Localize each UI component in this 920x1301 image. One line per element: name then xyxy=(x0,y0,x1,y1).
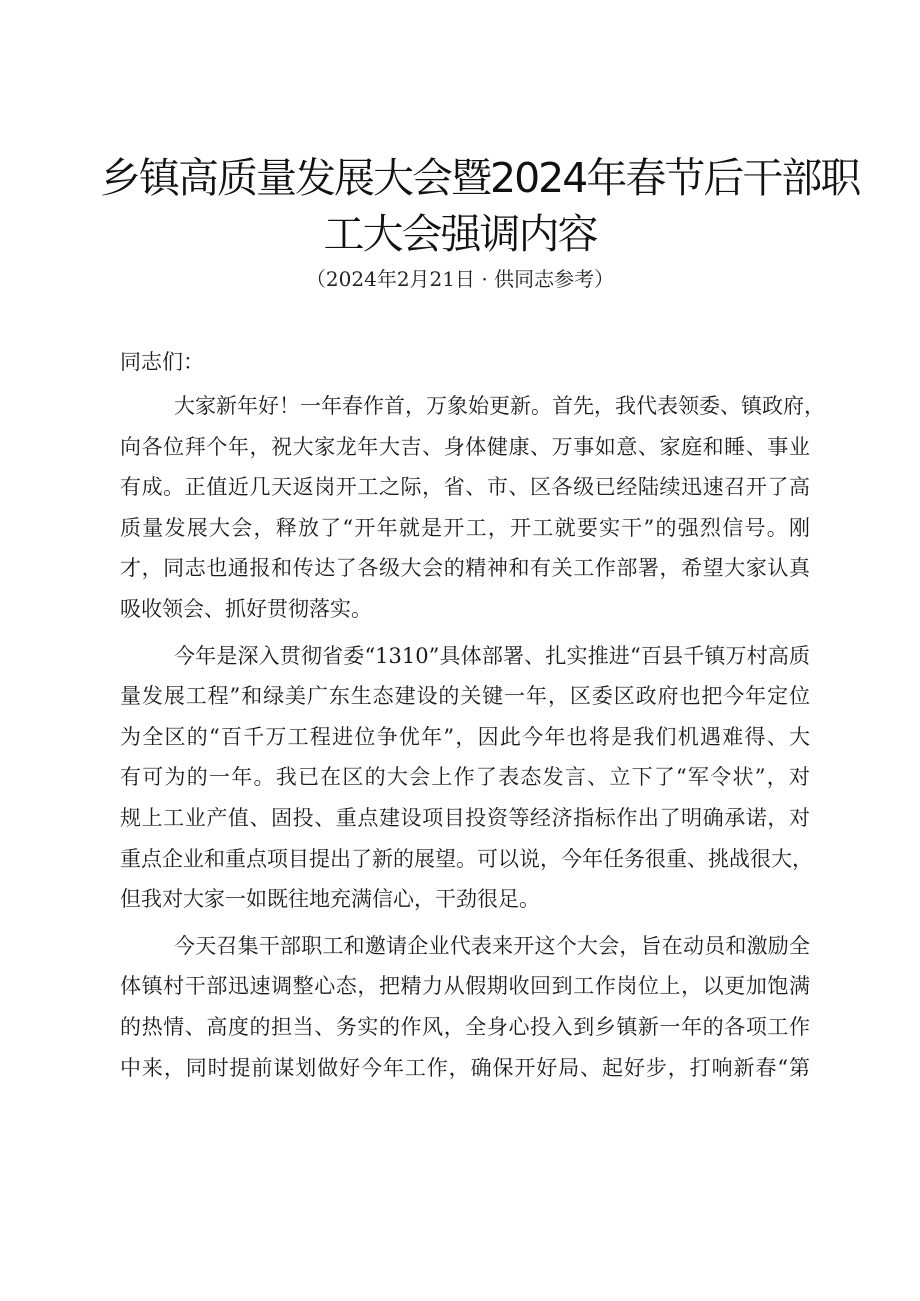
paragraph-line: 体镇村干部迅速调整心态，把精力从假期收回到工作岗位上，以更加饱满 xyxy=(120,974,810,999)
paragraph-line: 有可为的一年。我已在区的大会上作了表态发言、立下了“军令状”，对 xyxy=(120,765,810,790)
paragraph-3 xyxy=(120,926,810,1088)
paragraph-line: 中来，同时提前谋划做好今年工作，确保开好局、起好步，打响新春“第 xyxy=(120,1055,810,1080)
paragraph-line: 的热情、高度的担当、务实的作风，全身心投入到乡镇新一年的各项工作 xyxy=(120,1014,810,1039)
paragraph-line: 重点企业和重点项目提出了新的展望。可以说，今年任务很重、挑战很大， xyxy=(120,846,813,871)
paragraph-line: 质量发展大会，释放了“开年就是开工，开工就要实干”的强烈信号。刚 xyxy=(120,515,810,540)
paragraph-line: 但我对大家一如既往地充满信心，干劲很足。 xyxy=(120,887,540,912)
paragraph-2 xyxy=(120,636,813,920)
paragraph-line: 有成。正值近几天返岗开工之际，省、市、区各级已经陆续迅速召开了高 xyxy=(120,475,810,500)
paragraph-1 xyxy=(120,386,825,630)
paragraph-line: 为全区的“百千万工程进位争优年”，因此今年也将是我们机遇难得、大 xyxy=(120,724,810,749)
paragraph-line: 规上工业产值、固投、重点建设项目投资等经济指标作出了明确承诺，对 xyxy=(120,805,810,830)
paragraph-line: 才，同志也通报和传达了各级大会的精神和有关工作部署，希望大家认真 xyxy=(120,556,810,581)
salutation: 同志们： xyxy=(120,350,204,374)
document-title xyxy=(100,150,860,262)
document-body xyxy=(120,338,825,1094)
paragraph-line: 向各位拜个年，祝大家龙年大吉、身体健康、万事如意、家庭和睡、事业 xyxy=(120,434,810,459)
paragraph-line: 量发展工程”和绿美广东生态建设的关键一年，区委区政府也把今年定位 xyxy=(120,684,810,709)
document-subtitle: （2024年2月21日 · 供同志参考） xyxy=(305,267,615,291)
paragraph-line: 大家新年好！一年春作首，万象始更新。首先，我代表领委、镇政府， xyxy=(174,394,825,418)
paragraph-line: 今年是深入贯彻省委“1310”具体部署、扎实推进“百县千镇万村高质 xyxy=(174,643,810,668)
paragraph-line: 吸收领会、抓好贯彻落实。 xyxy=(120,596,372,621)
title-line-2: 工大会强调内容 xyxy=(323,210,597,258)
paragraph-line: 今天召集干部职工和邀请企业代表来开这个大会，旨在动员和激励全 xyxy=(174,933,810,958)
title-line-1: 乡镇高质量发展大会暨2024年春节后干部职 xyxy=(100,154,860,202)
